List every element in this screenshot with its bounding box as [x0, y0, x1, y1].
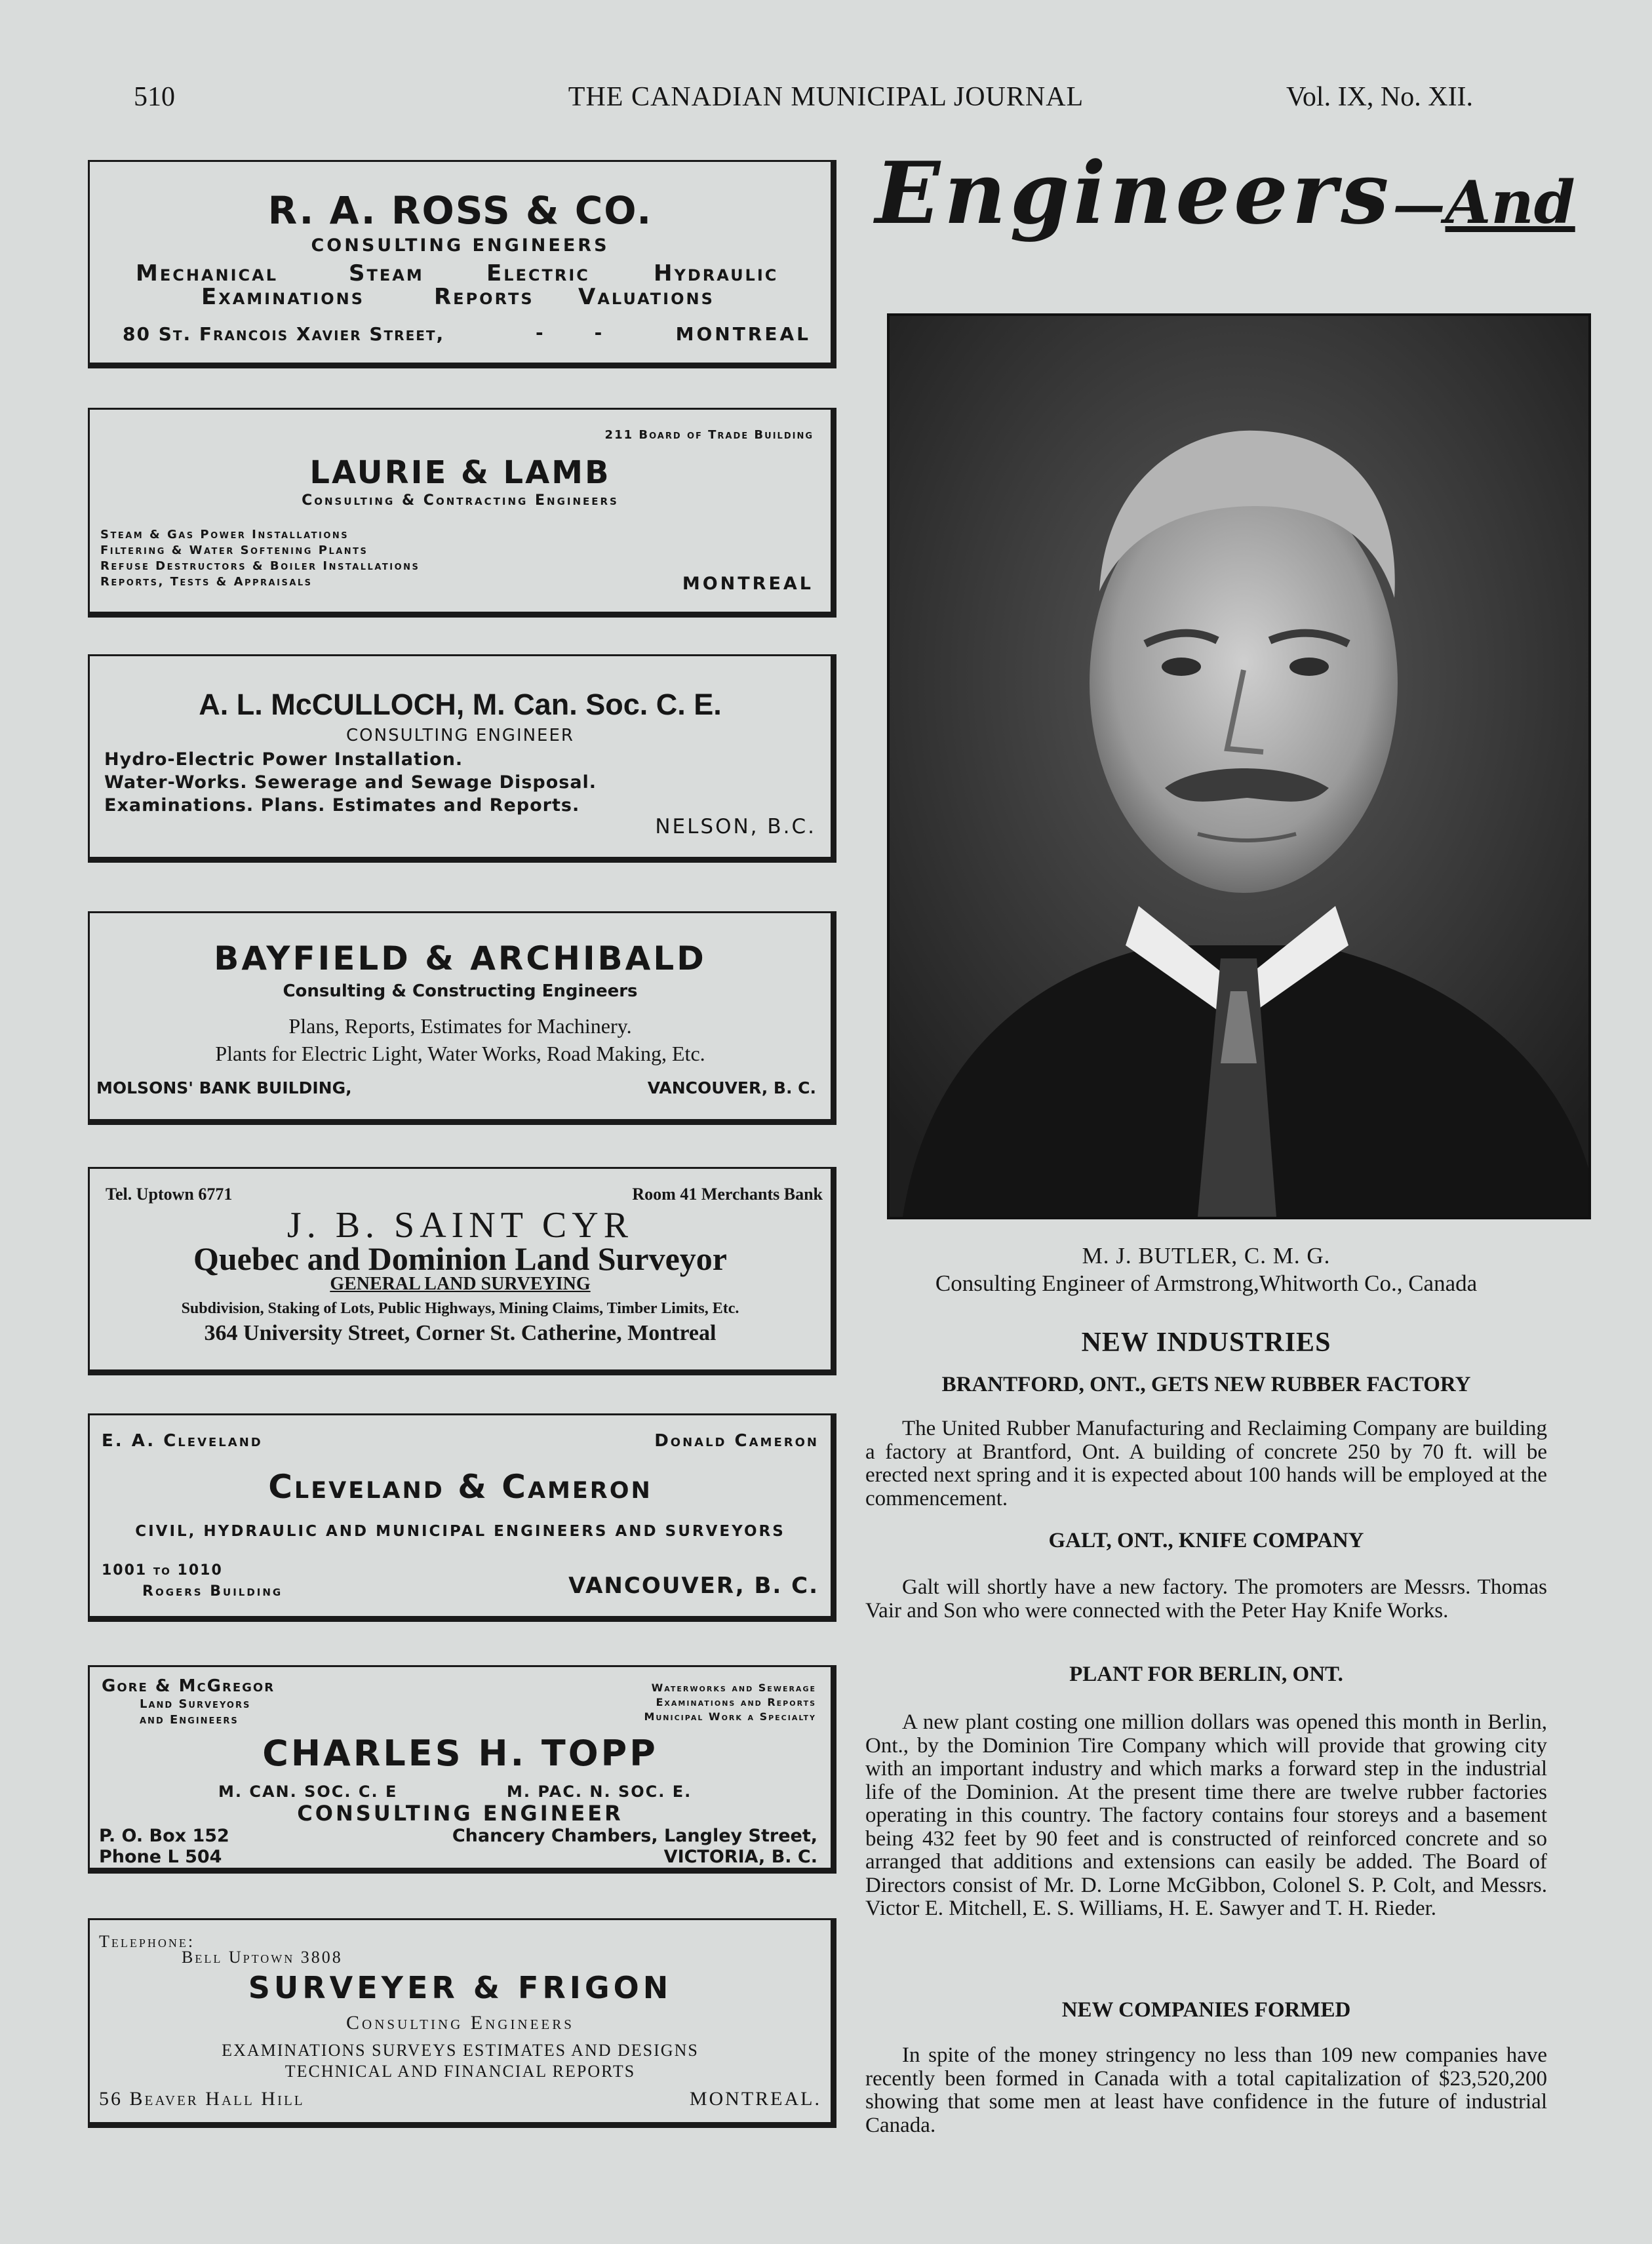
firm-name: CHARLES H. TOPP	[262, 1733, 658, 1774]
city: MONTREAL	[682, 574, 814, 594]
surveyor-title: Quebec and Dominion Land Surveyor	[193, 1240, 727, 1277]
street-address: Chancery Chambers, Langley Street,	[452, 1826, 817, 1846]
service-line-2: TECHNICAL AND FINANCIAL REPORTS	[285, 2062, 636, 2081]
affiliated-firm-sub: Land Surveyors	[140, 1697, 251, 1711]
credential: M. CAN. SOC. C. E	[218, 1782, 398, 1801]
firm-subtitle: Consulting & Contracting Engineers	[302, 492, 619, 509]
specialty-line: Examinations and Reports	[656, 1696, 816, 1708]
service-steam: Steam	[349, 260, 424, 286]
building-name: MOLSONS' BANK BUILDING,	[96, 1078, 352, 1097]
feature-title	[875, 143, 1575, 243]
service-electric: Electric	[486, 260, 590, 286]
building-name: Rogers Building	[142, 1583, 283, 1600]
city: VICTORIA, B. C.	[663, 1847, 817, 1867]
firm-subtitle: CONSULTING ENGINEER	[346, 726, 574, 745]
article-body: A new plant costing one million dollars was opened this month in Berlin, Ont., by the Dominion Tire Company which will provide that growing city with an important industry and which marks a forward step in the industrial life of the Dominion. At the present time there are twelve rubber factories operating in this country. The factory contains four storeys and a basement being 432 feet by 90 feet and is constructed of reinforced concrete and so arranged that additions and extensions can easily be added. The Board of Directors consist of Mr. D. Lorne McGibbon, Colonel S. P. Colt, and Messrs. Victor E. Mitchell, E. S. Williams, H. E. Sawyer and T. H. Rieder.	[865, 1710, 1547, 1920]
firm-subtitle: CONSULTING ENGINEER	[297, 1801, 623, 1826]
specialty-line: Waterworks and Sewerage	[651, 1682, 816, 1694]
firm-subtitle: Consulting Engineers	[346, 2012, 574, 2034]
article-headline: BRANTFORD, ONT., GETS NEW RUBBER FACTORY	[941, 1373, 1471, 1396]
firm-name: A. L. McCULLOCH, M. Can. Soc. C. E.	[199, 688, 722, 721]
firm-subtitle: Consulting & Constructing Engineers	[283, 981, 638, 1001]
credential: M. PAC. N. SOC. E.	[507, 1782, 692, 1801]
service-steam-gas: Steam & Gas Power Installations	[100, 528, 349, 541]
post-box: P. O. Box 152	[99, 1826, 229, 1846]
service-mechanical: Mechanical	[136, 260, 278, 286]
firm-subtitle: GENERAL LAND SURVEYING	[330, 1274, 591, 1294]
firm-subtitle: CIVIL, HYDRAULIC AND MUNICIPAL ENGINEERS AND SURVEYORS	[135, 1523, 785, 1540]
service-hydraulic: Hydraulic	[654, 260, 779, 286]
service-line: Examinations. Plans. Estimates and Reports.	[104, 795, 580, 816]
firm-name: Cleveland & Cameron	[268, 1468, 652, 1506]
city: MONTREAL	[675, 323, 811, 345]
service-line: Hydro-Electric Power Installation.	[104, 749, 463, 770]
room-number: Room 41 Merchants Bank	[632, 1185, 823, 1204]
title-engineers: Engineers	[875, 143, 1393, 243]
phone-number: Phone L 504	[99, 1847, 222, 1867]
telephone: Tel. Uptown 6771	[106, 1185, 233, 1204]
firm-name: J. B. SAINT CYR	[286, 1205, 634, 1246]
ad-card-saint-cyr	[88, 1167, 836, 1375]
city: NELSON, B.C.	[655, 815, 816, 838]
street-address: 80 St. Francois Xavier Street,	[123, 323, 445, 345]
firm-name: LAURIE & LAMB	[309, 454, 611, 491]
portrait-photo	[887, 313, 1591, 1219]
ad-card-mcculloch	[88, 654, 836, 863]
ad-card-bayfield-archibald	[88, 911, 836, 1125]
service-refuse: Refuse Destructors & Boiler Installations	[100, 559, 420, 573]
article-headline: NEW COMPANIES FORMED	[1061, 1998, 1351, 2022]
title-and: And	[1445, 168, 1575, 237]
ad-card-cleveland-cameron	[88, 1413, 836, 1622]
building-name: 211 Board of Trade Building	[604, 428, 814, 442]
service-valuations: Valuations	[578, 284, 715, 310]
firm-name: BAYFIELD & ARCHIBALD	[214, 939, 707, 977]
firm-name: R. A. ROSS & CO.	[267, 188, 653, 233]
article-headline: PLANT FOR BERLIN, ONT.	[1069, 1663, 1343, 1686]
street-address: 364 University Street, Corner St. Catherine, Montreal	[204, 1321, 717, 1345]
service-line-1: Plans, Reports, Estimates for Machinery.	[288, 1014, 632, 1038]
service-reports: Reports, Tests & Appraisals	[100, 575, 313, 589]
affiliated-firm-sub: and Engineers	[140, 1713, 239, 1727]
page-number: 510	[134, 82, 175, 112]
separator-dashes: - -	[536, 322, 602, 344]
article-body: The United Rubber Manufacturing and Reclaiming Company are building a factory at Brantford, Ont. A building of concrete 250 by 70 ft. will be erected next spring and it is expected about 100 hands will be employed at the commencement.	[865, 1417, 1547, 1510]
firm-subtitle: CONSULTING ENGINEERS	[311, 235, 610, 256]
telephone-label: Telephone:	[99, 1932, 195, 1951]
title-dash: —	[1392, 174, 1446, 235]
article-body: In spite of the money stringency no less than 109 new companies have recently been formed in Canada with a total capitalization of $23,520,200 showing that some men at least have confidence in the future of industrial Canada.	[865, 2043, 1547, 2137]
specialty-line: Municipal Work a Specialty	[644, 1710, 816, 1723]
firm-name: SURVEYER & FRIGON	[248, 1970, 673, 2005]
photo-caption-name: M. J. BUTLER, C. M. G.	[1082, 1243, 1331, 1269]
service-reports: Reports	[434, 284, 534, 310]
affiliated-firm: Gore & McGregor	[102, 1676, 275, 1696]
photo-caption-title: Consulting Engineer of Armstrong,Whitworth Co., Canada	[935, 1270, 1478, 1296]
city: MONTREAL.	[689, 2088, 821, 2110]
ad-card-laurie-lamb	[88, 408, 836, 618]
service-filtering: Filtering & Water Softening Plants	[100, 543, 368, 557]
partner-name: Donald Cameron	[654, 1431, 819, 1451]
service-line: Water-Works. Sewerage and Sewage Disposal.	[104, 772, 597, 793]
volume-number: Vol. IX, No. XII.	[1286, 82, 1474, 112]
room-numbers: 1001 to 1010	[102, 1562, 223, 1579]
service-list: Subdivision, Staking of Lots, Public Highways, Mining Claims, Timber Limits, Etc.	[181, 1300, 739, 1317]
article-headline: GALT, ONT., KNIFE COMPANY	[1048, 1529, 1364, 1552]
ad-card-surveyer-frigon	[88, 1918, 836, 2128]
city: VANCOUVER, B. C.	[568, 1573, 819, 1599]
service-line-1: EXAMINATIONS SURVEYS ESTIMATES AND DESIGNS	[222, 2041, 699, 2060]
service-line-2: Plants for Electric Light, Water Works, Road Making, Etc.	[215, 1042, 705, 1065]
ad-card-charles-topp	[88, 1665, 836, 1874]
partner-name: E. A. Cleveland	[102, 1431, 263, 1451]
street-address: 56 Beaver Hall Hill	[99, 2088, 305, 2110]
journal-title: THE CANADIAN MUNICIPAL JOURNAL	[568, 82, 1084, 112]
section-heading: NEW INDUSTRIES	[1081, 1328, 1331, 1358]
city: VANCOUVER, B. C.	[647, 1078, 816, 1097]
portrait-illustration	[890, 316, 1588, 1217]
ad-card-ross	[88, 160, 836, 368]
article-body: Galt will shortly have a new factory. The promoters are Messrs. Thomas Vair and Son who were connected with the Peter Hay Knife Works.	[865, 1575, 1547, 1623]
telephone-number: Bell Uptown 3808	[182, 1948, 343, 1967]
service-examinations: Examinations	[201, 284, 364, 310]
